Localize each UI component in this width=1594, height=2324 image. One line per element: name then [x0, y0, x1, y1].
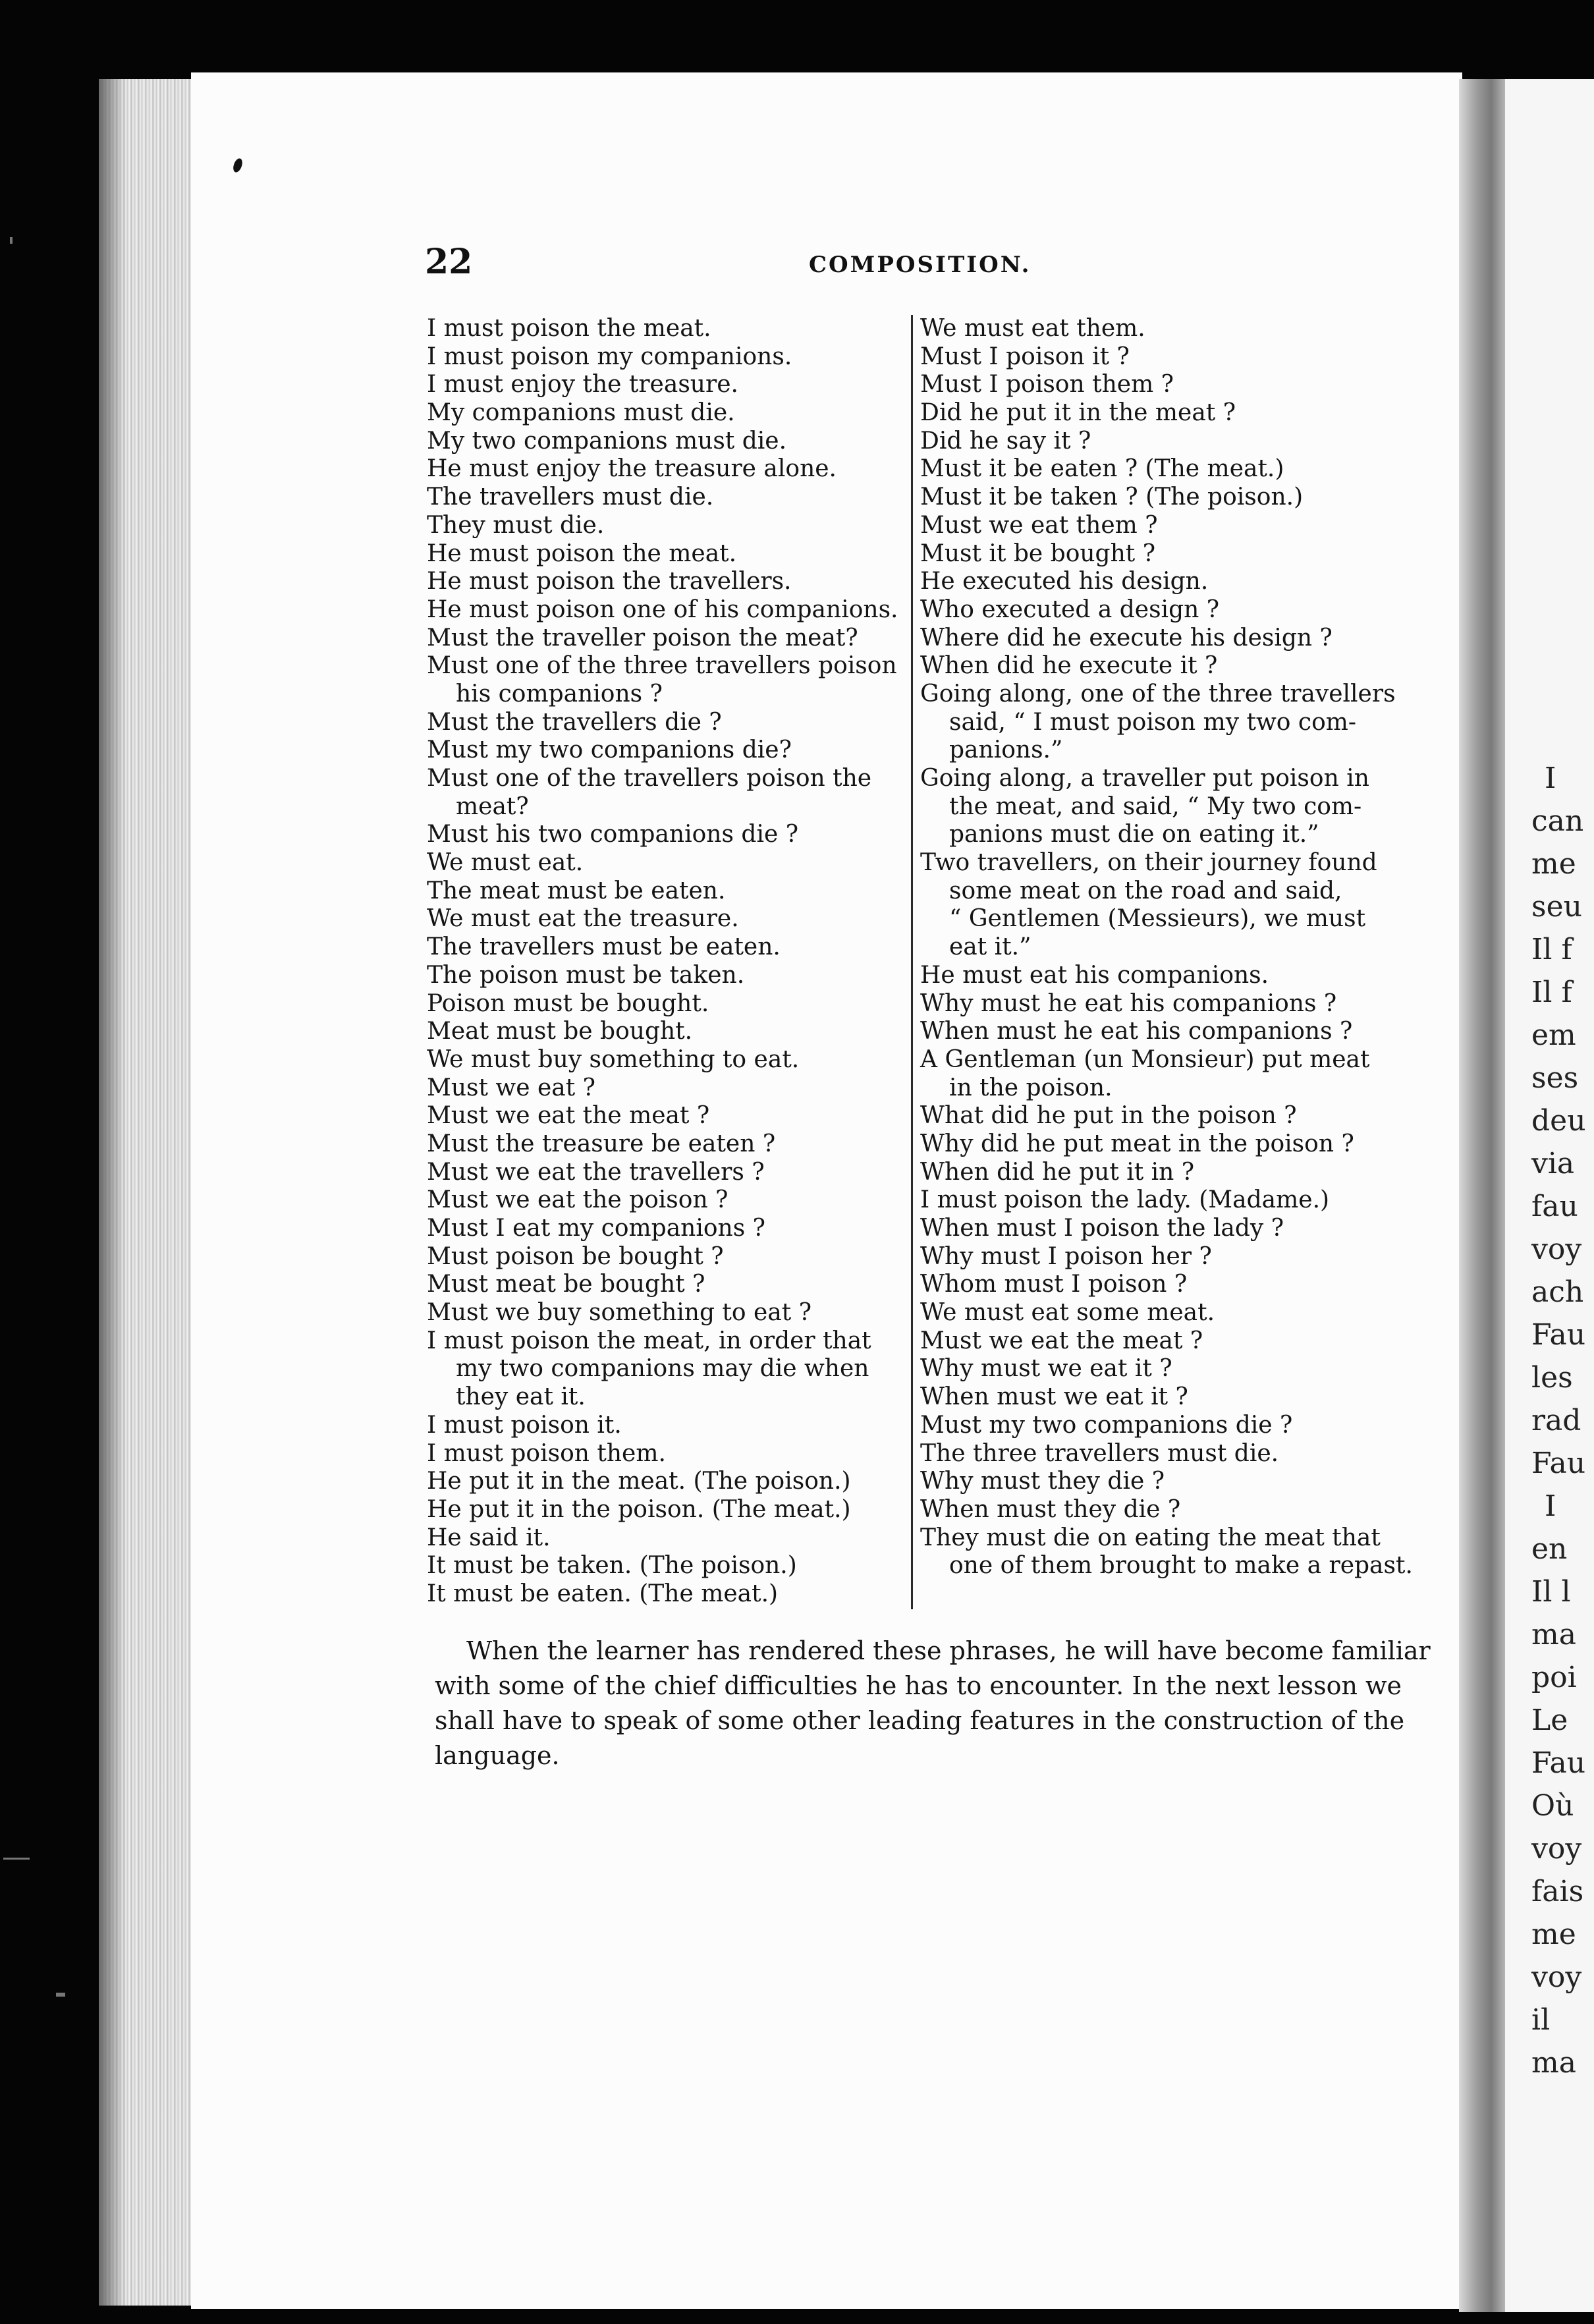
phrase-line: “ Gentlemen (Messieurs), we must — [949, 905, 1366, 933]
phrase-line: They must die on eating the meat that — [920, 1524, 1381, 1551]
phrase-line: Must his two companions die ? — [427, 821, 799, 848]
page-number: 22 — [425, 242, 473, 282]
phrase-line: What did he put in the poison ? — [920, 1102, 1297, 1130]
phrase-line: He must poison the travellers. — [427, 568, 792, 595]
phrase-line: I must enjoy the treasure. — [427, 371, 738, 399]
phrase-line: Who executed a design ? — [920, 595, 1220, 623]
phrase-line: Why must they die ? — [920, 1468, 1165, 1495]
phrase-line: We must buy something to eat. — [427, 1045, 800, 1073]
phrase-line: panions must die on eating it.” — [949, 821, 1319, 848]
facing-fragment: Il f — [1531, 933, 1572, 966]
phrase-line: I must poison the lady. (Madame.) — [920, 1186, 1330, 1214]
facing-fragment: me — [1531, 1918, 1576, 1951]
facing-fragment: Le — [1531, 1703, 1568, 1737]
phrase-line: He must eat his companions. — [920, 961, 1269, 989]
page-stack-shadow — [99, 79, 125, 2306]
phrase-line: When must they die ? — [920, 1495, 1181, 1523]
phrase-line: The travellers must be eaten. — [427, 933, 781, 961]
facing-fragment: Il l — [1531, 1575, 1571, 1609]
phrase-line: Must we eat the meat ? — [920, 1327, 1203, 1354]
phrase-line: one of them brought to make a repast. — [949, 1552, 1413, 1580]
facing-fragment: Il f — [1531, 976, 1572, 1009]
facing-fragment: en — [1531, 1532, 1568, 1566]
facing-fragment: les — [1531, 1361, 1573, 1395]
phrase-line: in the poison. — [949, 1074, 1113, 1101]
phrase-line: some meat on the road and said, — [949, 877, 1342, 904]
phrase-line: The three travellers must die. — [920, 1439, 1279, 1467]
phrase-line: Must we eat ? — [427, 1074, 595, 1101]
facing-fragment: can — [1531, 804, 1584, 838]
phrase-line: My two companions must die. — [427, 427, 787, 455]
phrase-line: his companions ? — [456, 680, 663, 707]
phrase-line: They must die. — [427, 511, 605, 539]
scan-speck — [3, 1858, 30, 1860]
facing-fragment: voy — [1531, 1832, 1582, 1866]
paragraph-line: shall have to speak of some other leading features in the construction of the — [435, 1706, 1405, 1735]
phrase-line: the meat, and said, “ My two com- — [949, 792, 1362, 820]
phrase-line: We must eat them. — [920, 315, 1145, 342]
phrase-line: Must it be taken ? (The poison.) — [920, 484, 1304, 511]
phrase-line: Must we buy something to eat ? — [427, 1299, 811, 1327]
phrase-line: He put it in the meat. (The poison.) — [427, 1468, 851, 1495]
phrase-line: Must one of the travellers poison the — [427, 765, 872, 792]
facing-fragment: I — [1545, 761, 1556, 795]
phrase-line: Must my two companions die ? — [920, 1411, 1293, 1439]
facing-fragment: fais — [1531, 1875, 1584, 1908]
facing-fragment: voy — [1531, 1232, 1582, 1266]
phrase-line: Must meat be bought ? — [427, 1271, 705, 1298]
phrase-line: When must he eat his companions ? — [920, 1018, 1353, 1045]
running-head: COMPOSITION. — [809, 252, 1031, 278]
phrase-line: Must we eat the meat ? — [427, 1102, 710, 1130]
phrase-line: Going along, a traveller put poison in — [920, 765, 1369, 792]
facing-fragment: ses — [1531, 1061, 1579, 1095]
phrase-line: The meat must be eaten. — [427, 877, 726, 904]
scan-speck — [56, 1993, 65, 1997]
column-divider — [911, 315, 913, 1609]
phrase-line: It must be eaten. (The meat.) — [427, 1580, 779, 1607]
phrase-line: Going along, one of the three travellers — [920, 680, 1396, 707]
phrase-line: Did he say it ? — [920, 427, 1091, 455]
facing-fragment: Fau — [1531, 1318, 1586, 1352]
facing-fragment: em — [1531, 1018, 1576, 1052]
phrase-line: He executed his design. — [920, 568, 1209, 595]
facing-fragment: deu — [1531, 1104, 1586, 1138]
phrase-line: Why must we eat it ? — [920, 1355, 1172, 1383]
phrase-line: they eat it. — [456, 1383, 586, 1411]
paragraph-line: language. — [435, 1741, 560, 1770]
phrase-line: When did he execute it ? — [920, 652, 1218, 680]
phrase-line: Meat must be bought. — [427, 1018, 693, 1045]
facing-fragment: il — [1531, 2003, 1551, 2037]
phrase-line: He said it. — [427, 1524, 551, 1551]
phrase-line: I must poison the meat, in order that — [427, 1327, 871, 1354]
phrase-line: When must I poison the lady ? — [920, 1215, 1284, 1242]
phrase-line: panions.” — [949, 736, 1063, 764]
phrase-line: I must poison it. — [427, 1411, 622, 1439]
phrase-line: Must my two companions die? — [427, 736, 792, 764]
phrase-line: We must eat. — [427, 849, 584, 877]
facing-fragment: Fau — [1531, 1447, 1586, 1480]
phrase-line: My companions must die. — [427, 399, 735, 427]
facing-fragment: I — [1545, 1489, 1556, 1523]
phrase-line: The poison must be taken. — [427, 961, 745, 989]
phrase-line: Must the treasure be eaten ? — [427, 1130, 776, 1157]
phrase-line: We must eat the treasure. — [427, 905, 739, 933]
phrase-line: I must poison the meat. — [427, 315, 711, 342]
phrase-line: Must poison be bought ? — [427, 1242, 724, 1270]
paragraph-line: with some of the chief difficulties he has to encounter. In the next lesson we — [435, 1671, 1402, 1700]
phrase-line: He must poison one of his companions. — [427, 595, 898, 623]
left-column — [427, 315, 904, 1609]
facing-fragment: me — [1531, 847, 1576, 881]
facing-fragment: ma — [1531, 2046, 1576, 2080]
phrase-line: Poison must be bought. — [427, 989, 709, 1017]
phrase-line: Must we eat the poison ? — [427, 1186, 728, 1214]
book-gutter — [1459, 79, 1505, 2312]
phrase-line: eat it.” — [949, 933, 1031, 961]
phrase-line: Must I poison them ? — [920, 371, 1174, 399]
facing-fragment: Fau — [1531, 1746, 1586, 1780]
phrase-line: The travellers must die. — [427, 484, 714, 511]
closing-paragraph — [435, 1634, 1431, 1773]
phrase-line: I must poison my companions. — [427, 343, 792, 370]
phrase-line: meat? — [456, 792, 529, 820]
facing-fragment: via — [1531, 1147, 1575, 1180]
phrase-line: We must eat some meat. — [920, 1299, 1215, 1327]
phrase-line: Where did he execute his design ? — [920, 624, 1333, 651]
phrase-line: Must I eat my companions ? — [427, 1215, 765, 1242]
phrase-line: When must we eat it ? — [920, 1383, 1188, 1411]
phrase-line: Must it be bought ? — [920, 540, 1155, 567]
phrase-line: Must we eat them ? — [920, 511, 1158, 539]
phrase-line: He must poison the meat. — [427, 540, 737, 567]
phrase-line: Must I poison it ? — [920, 343, 1130, 370]
paragraph-line: When the learner has rendered these phrases, he will have become familiar — [466, 1636, 1431, 1665]
phrase-line: A Gentleman (un Monsieur) put meat — [920, 1045, 1370, 1073]
facing-fragment: voy — [1531, 1960, 1582, 1994]
phrase-line: I must poison them. — [427, 1439, 666, 1467]
phrase-line: Why must I poison her ? — [920, 1242, 1212, 1270]
phrase-line: Must the traveller poison the meat? — [427, 624, 858, 651]
phrase-line: Why did he put meat in the poison ? — [920, 1130, 1354, 1157]
facing-fragment: ma — [1531, 1618, 1576, 1651]
phrase-line: Why must he eat his companions ? — [920, 989, 1337, 1017]
phrase-line: Did he put it in the meat ? — [920, 399, 1236, 427]
phrase-line: He put it in the poison. (The meat.) — [427, 1495, 851, 1523]
facing-fragment: seu — [1531, 890, 1582, 924]
facing-fragment: Où — [1531, 1789, 1574, 1823]
phrase-line: Two travellers, on their journey found — [920, 849, 1377, 877]
phrase-line: Must we eat the travellers ? — [427, 1158, 765, 1186]
scan-speck — [10, 237, 13, 244]
phrase-line: Must it be eaten ? (The meat.) — [920, 455, 1284, 483]
right-column — [920, 315, 1413, 1580]
phrase-line: He must enjoy the treasure alone. — [427, 455, 837, 483]
phrase-line: Whom must I poison ? — [920, 1271, 1188, 1298]
facing-fragment: ach — [1531, 1275, 1584, 1309]
facing-fragment: rad — [1531, 1404, 1581, 1437]
phrase-line: Must one of the three travellers poison — [427, 652, 897, 680]
phrase-line: my two companions may die when — [456, 1355, 869, 1383]
phrase-line: Must the travellers die ? — [427, 708, 722, 736]
facing-fragment: fau — [1531, 1190, 1578, 1223]
facing-fragment: poi — [1531, 1661, 1577, 1694]
phrase-line: When did he put it in ? — [920, 1158, 1195, 1186]
phrase-line: said, “ I must poison my two com- — [949, 708, 1357, 736]
phrase-line: It must be taken. (The poison.) — [427, 1552, 797, 1580]
